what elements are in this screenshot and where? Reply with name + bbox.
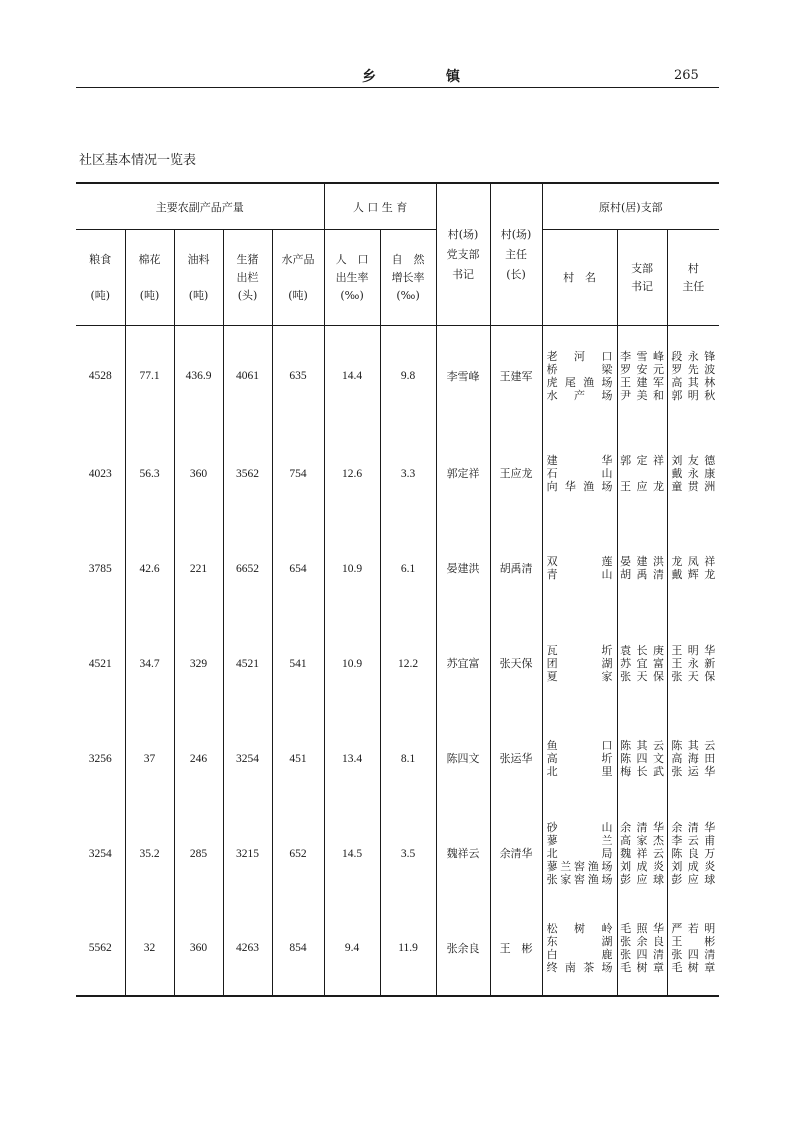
cell-oil xyxy=(174,616,223,711)
cell-cotton xyxy=(125,326,174,426)
cell-director xyxy=(490,901,542,996)
cell-birth-rate-text: 12.6 xyxy=(342,467,363,480)
cell-branch-secretaries xyxy=(617,326,667,426)
cell-pigs xyxy=(223,901,272,996)
cell-growth-rate xyxy=(380,616,436,711)
header-growth-rate: 自 然 增长率 (‰) xyxy=(380,230,436,326)
cell-grain-text: 3256 xyxy=(88,752,112,765)
cell-birth-rate xyxy=(324,711,380,806)
cell-party-secretary-text: 李雪峰 xyxy=(446,369,480,383)
cell-branch-secretaries-text: 袁长庚 苏宜富 张天保 xyxy=(620,643,665,683)
cell-village-heads xyxy=(667,616,719,711)
cell-party-secretary xyxy=(436,901,490,996)
header-party-secretary: 村(场) 党支部 书记 xyxy=(436,183,490,326)
cell-aquatic xyxy=(272,326,324,426)
cell-grain-text: 3254 xyxy=(88,847,112,860)
cell-cotton-text: 42.6 xyxy=(139,562,160,575)
cell-pigs-text: 4061 xyxy=(236,370,259,383)
cell-cotton-text: 32 xyxy=(143,942,156,954)
group-header-products: 主要农副产品产量 xyxy=(76,183,324,230)
cell-oil-text: 360 xyxy=(189,942,208,954)
running-header-title: 乡 镇 xyxy=(362,69,488,85)
cell-director-text: 胡禹清 xyxy=(499,562,533,575)
cell-party-secretary-text: 陈四文 xyxy=(446,752,480,765)
cell-village-heads xyxy=(667,901,719,996)
cell-cotton-text: 37 xyxy=(143,752,156,765)
header-director: 村(场) 主任 (长) xyxy=(490,183,542,326)
cell-pigs-text: 6652 xyxy=(236,562,259,575)
cell-cotton-text: 35.2 xyxy=(139,847,160,860)
cell-growth-rate-text: 3.3 xyxy=(400,467,416,480)
cell-director-text: 张运华 xyxy=(499,752,533,765)
cell-grain xyxy=(76,711,125,806)
cell-birth-rate-text: 9.4 xyxy=(344,942,360,954)
page-number: 265 xyxy=(674,68,699,83)
cell-director xyxy=(490,326,542,426)
cell-village-names xyxy=(542,426,617,521)
cell-branch-secretaries xyxy=(617,426,667,521)
cell-village-names-text: 鱼 口 高 圻 北 里 xyxy=(546,738,613,778)
cell-birth-rate xyxy=(324,901,380,996)
cell-party-secretary-text: 苏宜富 xyxy=(446,657,480,670)
cell-oil xyxy=(174,901,223,996)
cell-aquatic xyxy=(272,711,324,806)
cell-grain-text: 4521 xyxy=(88,657,112,670)
header-village-name: 村 名 xyxy=(542,230,617,326)
cell-branch-secretaries-text: 毛照华 张余良 张四清 毛树章 xyxy=(620,921,665,974)
cell-party-secretary xyxy=(436,711,490,806)
cell-party-secretary-text: 郭定祥 xyxy=(446,467,480,480)
cell-cotton-text: 77.1 xyxy=(139,370,160,383)
cell-oil-text: 246 xyxy=(189,752,208,765)
cell-village-heads xyxy=(667,711,719,806)
cell-aquatic-text: 754 xyxy=(289,467,307,480)
cell-party-secretary xyxy=(436,616,490,711)
cell-aquatic xyxy=(272,521,324,616)
cell-oil xyxy=(174,711,223,806)
cell-grain xyxy=(76,901,125,996)
cell-director-text: 王建军 xyxy=(499,369,533,383)
cell-village-names-text: 双 莲 青 山 xyxy=(546,555,613,581)
header-rule xyxy=(76,87,719,88)
group-header-branches: 原村(居)支部 xyxy=(542,183,719,230)
cell-oil-text: 436.9 xyxy=(185,370,212,383)
cell-grain xyxy=(76,426,125,521)
cell-aquatic-text: 854 xyxy=(289,942,307,954)
cell-branch-secretaries-text: 晏建洪 胡禹清 xyxy=(620,555,665,581)
cell-cotton xyxy=(125,806,174,901)
cell-village-names-text: 砂 山 蓼 兰 北 局 蓼兰窖渔场 张家窖渔场 xyxy=(546,820,613,886)
table-row xyxy=(76,426,719,521)
table-row xyxy=(76,326,719,426)
table-row xyxy=(76,806,719,901)
header-birth-rate: 人 口 出生率 (‰) xyxy=(324,230,380,326)
cell-birth-rate-text: 10.9 xyxy=(342,562,363,575)
cell-branch-secretaries xyxy=(617,806,667,901)
cell-director-text: 余清华 xyxy=(499,847,533,860)
cell-cotton-text: 34.7 xyxy=(139,657,160,670)
group-header-population: 人 口 生 育 xyxy=(324,183,436,230)
header-pigs: 生猪 出栏 (头) xyxy=(223,230,272,326)
cell-oil xyxy=(174,426,223,521)
cell-pigs xyxy=(223,426,272,521)
cell-cotton xyxy=(125,426,174,521)
cell-cotton xyxy=(125,521,174,616)
cell-growth-rate xyxy=(380,901,436,996)
cell-branch-secretaries-text: 陈其云 陈四文 梅长武 xyxy=(620,738,665,778)
cell-growth-rate-text: 11.9 xyxy=(398,942,418,954)
cell-party-secretary xyxy=(436,426,490,521)
header-aquatic: 水产品 (吨) xyxy=(272,230,324,326)
cell-cotton xyxy=(125,616,174,711)
cell-growth-rate-text: 6.1 xyxy=(400,562,416,575)
cell-growth-rate xyxy=(380,806,436,901)
cell-birth-rate xyxy=(324,426,380,521)
cell-village-heads xyxy=(667,806,719,901)
cell-village-names xyxy=(542,806,617,901)
cell-village-heads xyxy=(667,426,719,521)
cell-grain xyxy=(76,521,125,616)
cell-village-heads-text: 龙凤祥 戴辉龙 xyxy=(671,555,716,581)
cell-growth-rate-text: 12.2 xyxy=(398,657,419,670)
cell-birth-rate xyxy=(324,326,380,426)
cell-grain xyxy=(76,616,125,711)
cell-pigs xyxy=(223,806,272,901)
cell-birth-rate xyxy=(324,521,380,616)
cell-growth-rate xyxy=(380,711,436,806)
table-row xyxy=(76,901,719,996)
cell-director xyxy=(490,521,542,616)
cell-party-secretary-text: 魏祥云 xyxy=(446,847,480,860)
cell-oil-text: 360 xyxy=(189,467,208,480)
cell-pigs xyxy=(223,521,272,616)
cell-pigs-text: 3215 xyxy=(236,847,259,860)
cell-growth-rate xyxy=(380,521,436,616)
cell-party-secretary xyxy=(436,521,490,616)
table-title: 社区基本情况一览表 xyxy=(79,153,197,168)
cell-pigs-text: 3562 xyxy=(236,467,259,480)
cell-director-text: 张天保 xyxy=(499,657,533,670)
cell-village-heads-text: 王明华 王永新 张天保 xyxy=(671,643,716,683)
header-oil: 油料 (吨) xyxy=(174,230,223,326)
cell-aquatic xyxy=(272,806,324,901)
cell-branch-secretaries xyxy=(617,901,667,996)
cell-branch-secretaries-text: 余清华 高家杰 魏祥云 刘成炎 彭应球 xyxy=(620,820,665,886)
cell-birth-rate xyxy=(324,806,380,901)
cell-branch-secretaries-text: 李雪峰 罗安元 王建军 尹美和 xyxy=(620,349,665,402)
cell-director-text: 王 彬 xyxy=(499,941,533,955)
cell-grain-text: 4528 xyxy=(88,370,112,383)
cell-director xyxy=(490,426,542,521)
cell-director xyxy=(490,711,542,806)
cell-aquatic xyxy=(272,616,324,711)
cell-cotton xyxy=(125,901,174,996)
cell-oil xyxy=(174,806,223,901)
cell-village-heads xyxy=(667,521,719,616)
cell-cotton-text: 56.3 xyxy=(139,467,160,480)
cell-birth-rate-text: 10.9 xyxy=(342,657,363,670)
cell-grain-text: 5562 xyxy=(88,942,112,954)
cell-aquatic-text: 541 xyxy=(289,657,307,670)
cell-aquatic xyxy=(272,901,324,996)
cell-growth-rate xyxy=(380,326,436,426)
cell-village-names xyxy=(542,326,617,426)
cell-director-text: 王应龙 xyxy=(499,467,533,480)
cell-branch-secretaries xyxy=(617,616,667,711)
cell-pigs xyxy=(223,326,272,426)
table-row xyxy=(76,711,719,806)
cell-village-names xyxy=(542,711,617,806)
cell-village-heads xyxy=(667,326,719,426)
cell-director xyxy=(490,806,542,901)
cell-grain xyxy=(76,326,125,426)
cell-oil-text: 285 xyxy=(189,847,208,860)
cell-village-heads-text: 余清华 李云甫 陈良万 刘成炎 彭应球 xyxy=(671,820,716,886)
cell-aquatic-text: 654 xyxy=(289,562,307,575)
community-table xyxy=(76,182,719,997)
cell-village-names-text: 瓦 圻 团 湖 夏 家 xyxy=(546,643,613,683)
cell-oil xyxy=(174,326,223,426)
cell-village-names-text: 松树岭 东 湖 白 鹿 终南茶场 xyxy=(546,921,613,974)
cell-party-secretary-text: 张余良 xyxy=(446,941,480,955)
cell-village-names xyxy=(542,616,617,711)
cell-village-heads-text: 陈其云 高海田 张运华 xyxy=(671,738,716,778)
cell-village-names xyxy=(542,901,617,996)
cell-pigs-text: 3254 xyxy=(236,752,259,765)
cell-oil-text: 221 xyxy=(189,562,208,575)
cell-pigs-text: 4521 xyxy=(236,657,259,670)
cell-village-names-text: 老河口 桥 梁 虎尾渔场 水产场 xyxy=(546,349,613,402)
cell-cotton xyxy=(125,711,174,806)
cell-pigs xyxy=(223,616,272,711)
cell-birth-rate-text: 14.4 xyxy=(342,370,363,383)
cell-birth-rate-text: 13.4 xyxy=(342,752,363,765)
cell-pigs-text: 4263 xyxy=(236,942,259,954)
cell-oil xyxy=(174,521,223,616)
cell-village-heads-text: 段永锋 罗先波 高其林 郭明秋 xyxy=(671,349,716,402)
cell-oil-text: 329 xyxy=(189,657,208,670)
cell-grain xyxy=(76,806,125,901)
cell-branch-secretaries xyxy=(617,521,667,616)
header-grain: 粮食 (吨) xyxy=(76,230,125,326)
cell-growth-rate-text: 3.5 xyxy=(400,847,416,860)
cell-party-secretary-text: 晏建洪 xyxy=(446,562,480,575)
cell-growth-rate xyxy=(380,426,436,521)
cell-growth-rate-text: 9.8 xyxy=(400,370,416,383)
cell-aquatic-text: 652 xyxy=(289,847,307,860)
cell-aquatic xyxy=(272,426,324,521)
cell-village-names-text: 建 华 石 山 向华渔场 xyxy=(546,453,613,493)
cell-village-heads-text: 刘友德 戴永康 童贯洲 xyxy=(671,453,716,493)
cell-birth-rate xyxy=(324,616,380,711)
cell-grain-text: 4023 xyxy=(88,467,112,480)
table-row xyxy=(76,616,719,711)
cell-director xyxy=(490,616,542,711)
cell-branch-secretaries-text: 郭定祥 王应龙 xyxy=(620,453,665,493)
header-village-head: 村 主任 xyxy=(667,230,719,326)
header-branch-secretary: 支部 书记 xyxy=(617,230,667,326)
cell-party-secretary xyxy=(436,326,490,426)
table-row xyxy=(76,521,719,616)
cell-party-secretary xyxy=(436,806,490,901)
cell-growth-rate-text: 8.1 xyxy=(400,752,416,765)
cell-branch-secretaries xyxy=(617,711,667,806)
cell-pigs xyxy=(223,711,272,806)
cell-birth-rate-text: 14.5 xyxy=(342,847,363,860)
cell-grain-text: 3785 xyxy=(88,562,112,575)
header-cotton: 棉花 (吨) xyxy=(125,230,174,326)
cell-aquatic-text: 635 xyxy=(289,370,307,383)
cell-village-names xyxy=(542,521,617,616)
cell-village-heads-text: 严若明 王 彬 张四清 毛树章 xyxy=(671,921,716,974)
cell-aquatic-text: 451 xyxy=(289,752,307,765)
